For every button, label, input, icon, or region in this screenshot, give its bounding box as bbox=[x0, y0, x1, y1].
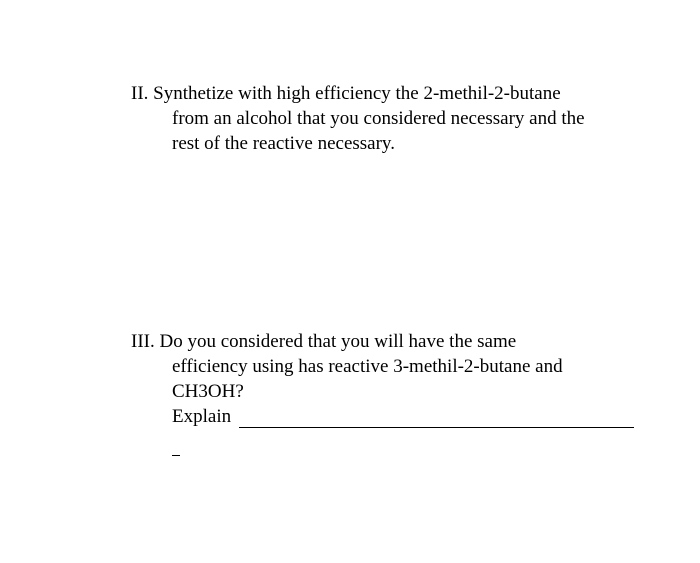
question-2-line-1: II. Synthetize with high efficiency the 2-methil-2-butane bbox=[131, 83, 561, 104]
explain-label: Explain bbox=[172, 406, 232, 427]
question-2-line-3: rest of the reactive necessary. bbox=[172, 133, 395, 154]
question-3-line-3: CH3OH? bbox=[172, 381, 244, 402]
question-3-line-1: III. Do you considered that you will have the same bbox=[131, 331, 517, 352]
explain-answer-line-continuation bbox=[172, 455, 180, 456]
question-3-line-2: efficiency using has reactive 3-methil-2-butane and bbox=[172, 356, 563, 377]
explain-answer-line bbox=[239, 427, 634, 428]
question-2-line-2: from an alcohol that you considered necessary and the bbox=[172, 108, 585, 129]
